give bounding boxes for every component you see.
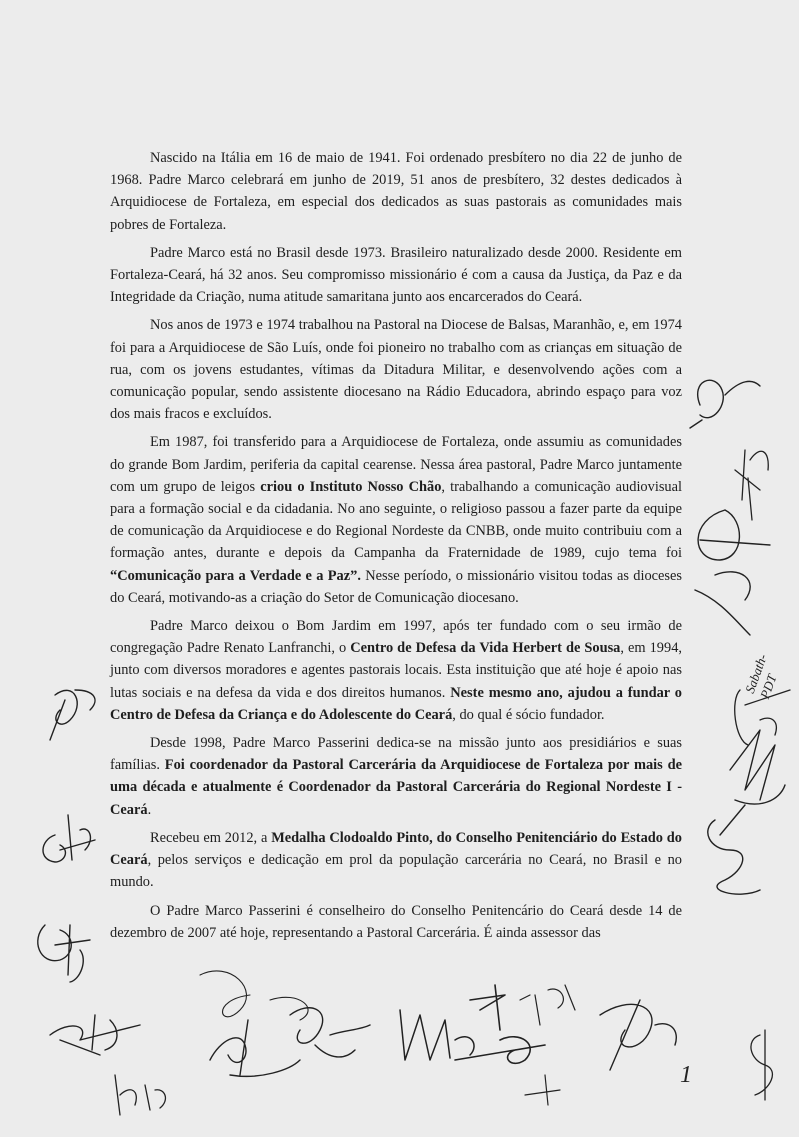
signature-bottom-3 (290, 1008, 370, 1057)
signature-left-5 (115, 1075, 165, 1115)
margin-note: Sabath-PDT (742, 651, 780, 701)
signature-right-4 (735, 690, 790, 745)
signature-left-1 (50, 690, 95, 740)
signature-bottom-7 (600, 1000, 676, 1070)
bold-text-run: criou o Instituto Nosso Chão (260, 478, 442, 495)
signature-left-4 (50, 1015, 140, 1055)
signature-left-2 (43, 815, 95, 862)
text-run: Padre Marco está no Brasil desde 1973. Brasileiro naturalizado desde 2000. Residente em Fortaleza-Ceará, há 32 anos. Seu compromisso missionário é com a causa da Justiça, da Paz e da Integridade da Criação, numa atitude samaritana junto aos encarcerados do Ceará. (110, 244, 682, 306)
bold-text-run: Neste mesmo ano, ajudou a fundar o Centro de Defesa da Criança e do Adolescente do Ceará (110, 684, 682, 723)
signature-right-3 (695, 510, 770, 635)
signature-right-7 (751, 1030, 772, 1100)
text-run: Recebeu em 2012, a (150, 829, 272, 846)
signature-bottom-4 (400, 1010, 474, 1060)
page-number: 1 (680, 1062, 692, 1088)
text-run: , trabalhando a comunicação audiovisual para a formação social e da cidadania. No ano seguinte, o religioso passou a fazer parte da equipe de comunicação da Arquidiocese e do Regional Nordeste da CNBB, onde muito contribuiu com a formação antes, durante e depois da Campanha da Fraternidade de 1989, cujo tema foi (110, 478, 683, 562)
text-run: Nesse período, o missionário visitou todas as dioceses do Ceará, motivando-as a criação do Setor de Comunicação diocesano. (110, 567, 682, 606)
signature-right-6 (708, 805, 760, 894)
signature-bottom-8 (525, 1075, 560, 1105)
bold-text-run: “Comunicação para a Verdade e a Paz”. (110, 567, 361, 584)
text-run: Em 1987, foi transferido para a Arquidiocese de Fortaleza, onde assumiu as comunidades do grande Bom Jardim, periferia da capital cearense. Nessa área pastoral, Padre Marco juntamente com um grupo de leigos (110, 434, 682, 495)
signature-right-2 (735, 450, 768, 520)
text-run: Padre Marco deixou o Bom Jardim em 1997, após ter fundado com o seu irmão de congregação Padre Renato Lanfranchi, o (110, 618, 682, 657)
signature-bottom-5 (455, 985, 545, 1063)
bold-text-run: Medalha Clodoaldo Pinto, do Conselho Penitenciário do Estado do Ceará (110, 829, 682, 869)
text-run: , do qual é sócio fundador. (452, 706, 605, 723)
text-run: , pelos serviços e dedicação em prol da população carcerária no Ceará, no Brasil e no mundo. (110, 852, 682, 891)
signature-bottom-2 (210, 1020, 300, 1076)
signature-bottom-6 (520, 985, 575, 1025)
text-run: Nos anos de 1973 e 1974 trabalhou na Pastoral na Diocese de Balsas, Maranhão, e, em 1974 foi para a Arquidiocese de São Luís, onde foi pioneiro no trabalho com as crianças em situação de rua, com os jovens estudantes, vítimas da Ditadura Militar, e desenvolvendo ações com a comunicação popular, sendo assistente diocesano na Rádio Educadora, abrindo espaço para voz dos mais fracos e excluídos. (110, 317, 682, 423)
signature-right-5 (730, 730, 785, 804)
signature-right-1 (690, 380, 760, 428)
bold-text-run: Centro de Defesa da Vida Herbert de Sousa (350, 640, 621, 657)
text-run: Nascido na Itália em 16 de maio de 1941. Foi ordenado presbítero no dia 22 de junho de 1968. Padre Marco celebrará em junho de 2019, 51 anos de presbítero, 32 destes dedicados à Arquidiocese de Fortaleza, em especial dos dedicados as suas pastorais as comunidades mais pobres de Fortaleza. (110, 150, 682, 233)
signature-left-3 (38, 925, 90, 982)
text-run: Desde 1998, Padre Marco Passerini dedica-se na missão junto aos presidiários e suas famílias. (110, 735, 682, 774)
text-run: . (147, 801, 152, 818)
text-run: O Padre Marco Passerini é conselheiro do Conselho Penitencário do Ceará desde 14 de dezembro de 2007 até hoje, representando a Pastoral Carcerária. É ainda assessor das (110, 902, 682, 941)
bold-text-run: Foi coordenador da Pastoral Carcerária da Arquidiocese de Fortaleza por mais de uma década e atualmente é Coordenador da Pastoral Carcerária do Regional Nordeste I - Ceará (110, 757, 682, 818)
text-run: , em 1994, junto com diversos moradores e agentes pastorais locais. Esta instituição que até hoje é apoio nas lutas sociais e na defesa da vida e dos direitos humanos. (110, 640, 682, 701)
signature-bottom-1 (200, 971, 308, 1020)
